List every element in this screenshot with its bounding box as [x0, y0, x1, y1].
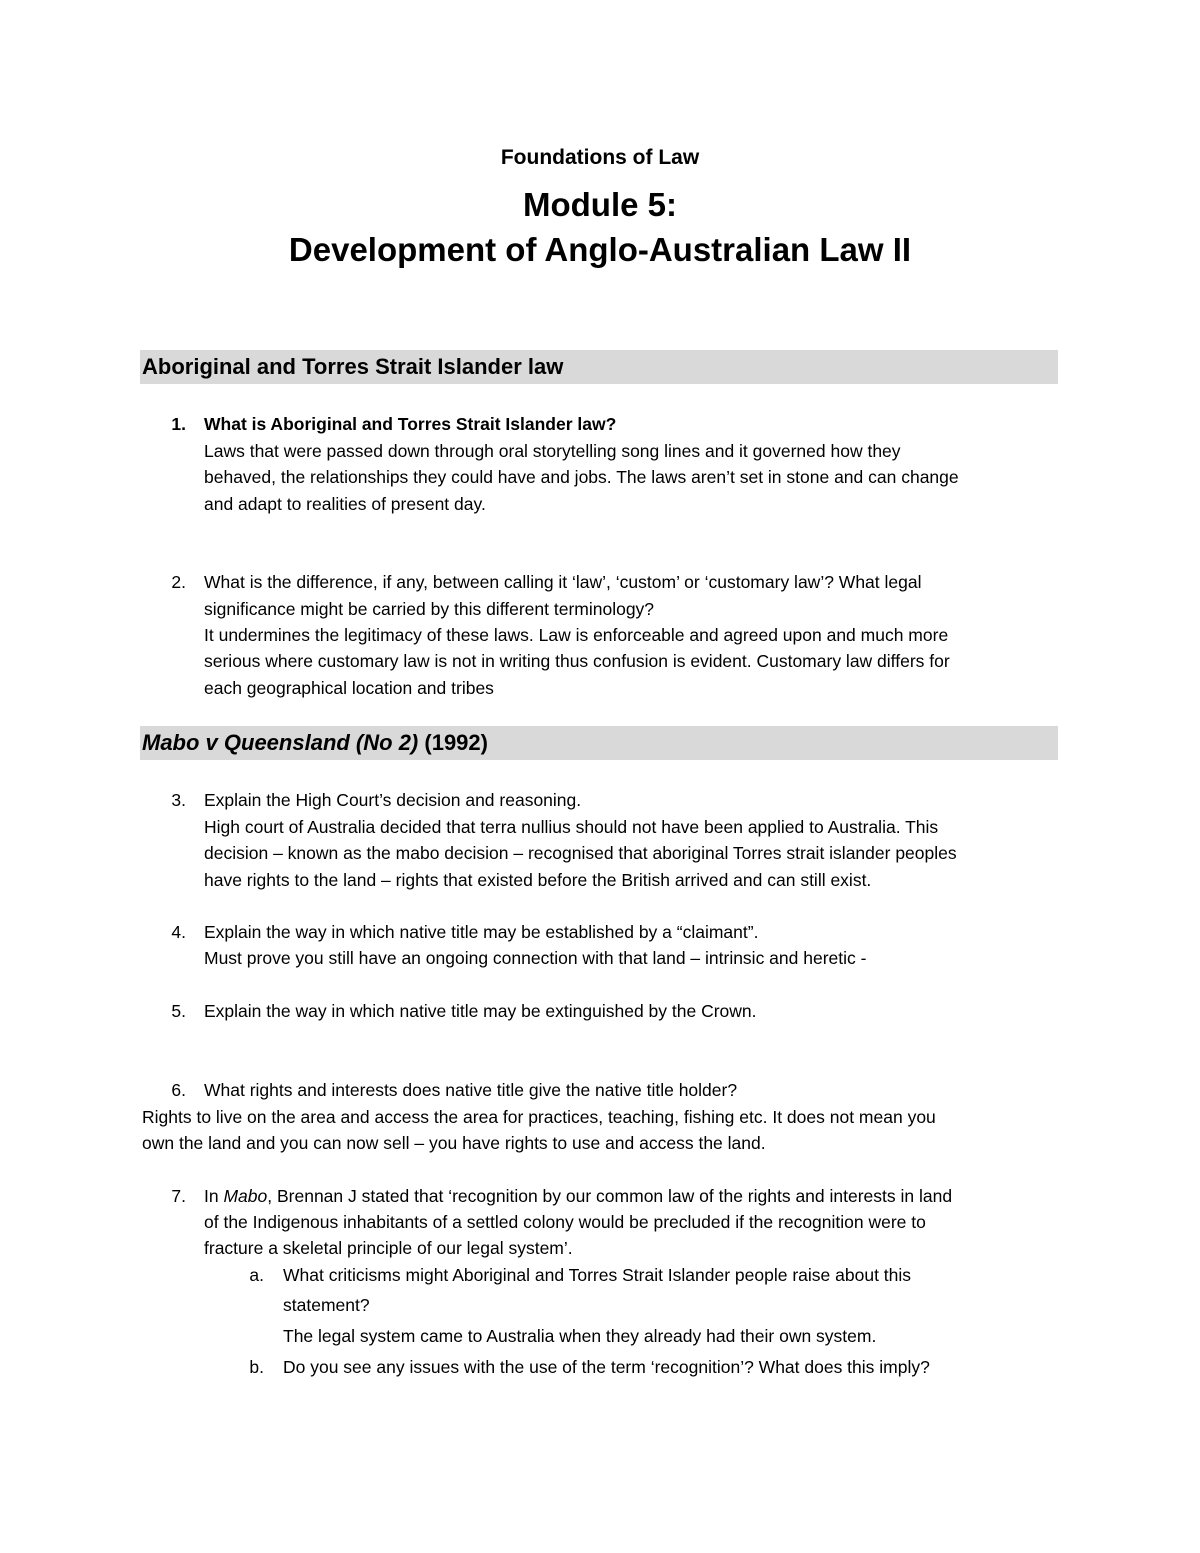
answer-line: serious where customary law is not in writing thus confusion is evident. Customary law differs for	[204, 651, 950, 671]
subquestion-label: b.	[249, 1357, 264, 1377]
question-text: Explain the High Court’s decision and reasoning.	[204, 790, 582, 810]
section-heading-aboriginal-law	[140, 350, 1058, 384]
course-title: Foundations of Law	[500, 146, 700, 169]
subquestion-text: What criticisms might Aboriginal and Torres Strait Islander people raise about this	[283, 1265, 912, 1285]
answer-line: Rights to live on the area and access the area for practices, teaching, fishing etc. It does not mean you	[142, 1107, 936, 1127]
page-title: Development of Anglo-Australian Law II	[288, 231, 912, 268]
subquestion-text: Do you see any issues with the use of the term ‘recognition’? What does this imply?	[283, 1357, 930, 1377]
question-text: What is Aboriginal and Torres Strait Islander law?	[204, 414, 617, 434]
question-text: significance might be carried by this different terminology?	[204, 599, 655, 619]
section-heading-mabo	[140, 726, 1058, 760]
module-title: Module 5:	[523, 186, 677, 223]
question-number: 2.	[171, 572, 186, 592]
subquestion-label: a.	[249, 1265, 264, 1285]
case-year: (1992)	[418, 730, 488, 755]
answer-line: Laws that were passed down through oral storytelling song lines and it governed how they	[204, 441, 901, 461]
question-text: What is the difference, if any, between calling it ‘law’, ‘custom’ or ‘customary law’? What legal	[204, 572, 922, 592]
section-heading-text: Aboriginal and Torres Strait Islander law	[142, 354, 564, 379]
answer-line: behaved, the relationships they could have and jobs. The laws aren’t set in stone and can change	[204, 467, 959, 487]
answer-line: each geographical location and tribes	[204, 678, 494, 698]
subquestion-text: statement?	[283, 1295, 370, 1315]
answer-line: own the land and you can now sell – you have rights to use and access the land.	[142, 1133, 766, 1153]
answer-line: It undermines the legitimacy of these laws. Law is enforceable and agreed upon and much more	[204, 625, 949, 645]
question-text: Explain the way in which native title may be established by a “claimant”.	[204, 922, 759, 942]
question-number: 5.	[171, 1001, 186, 1021]
question-text	[204, 1186, 952, 1207]
q7-rest: , Brennan J stated that ‘recognition by our common law of the rights and interests in land	[267, 1186, 953, 1206]
q7-prefix: In	[204, 1186, 224, 1206]
question-text: Explain the way in which native title may be extinguished by the Crown.	[204, 1001, 757, 1021]
question-text: of the Indigenous inhabitants of a settled colony would be precluded if the recognition were to	[204, 1212, 926, 1232]
answer-line: have rights to the land – rights that existed before the British arrived and can still exist.	[204, 870, 872, 890]
question-number: 7.	[171, 1186, 186, 1206]
question-number: 6.	[171, 1080, 186, 1100]
question-number: 3.	[171, 790, 186, 810]
answer-line: and adapt to realities of present day.	[204, 494, 486, 514]
answer-line: decision – known as the mabo decision – recognised that aboriginal Torres strait islander peoples	[204, 843, 957, 863]
question-text: fracture a skeletal principle of our legal system’.	[204, 1238, 573, 1258]
q7-case-name: Mabo	[223, 1186, 268, 1206]
answer-line: Must prove you still have an ongoing connection with that land – intrinsic and heretic -	[204, 948, 867, 968]
answer-line: The legal system came to Australia when they already had their own system.	[283, 1326, 877, 1346]
answer-line: High court of Australia decided that terra nullius should not have been applied to Australia. This	[204, 817, 939, 837]
section-heading-text	[142, 730, 488, 756]
question-text: What rights and interests does native title give the native title holder?	[204, 1080, 738, 1100]
case-name: Mabo v Queensland (No 2)	[142, 730, 419, 755]
question-number: 1.	[171, 414, 186, 434]
question-number: 4.	[171, 922, 186, 942]
